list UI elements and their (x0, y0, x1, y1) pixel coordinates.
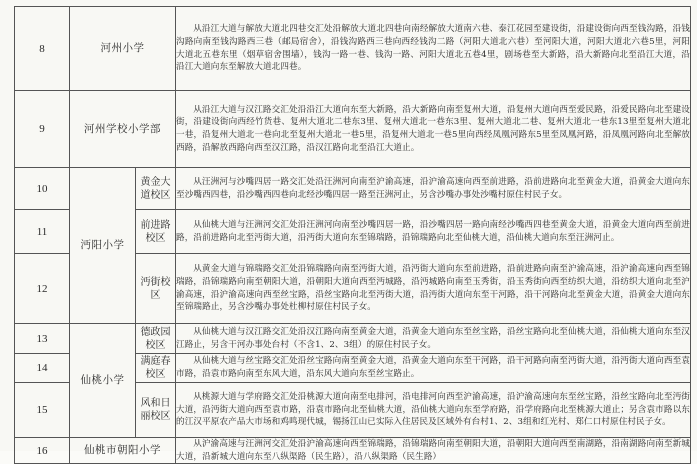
row-number: 9 (15, 91, 70, 168)
zone-description: 从仙桃大道与汪洲河交汇处沿汪洲河向南至沙嘴四居一路，沿沙嘴四居一路向南经沙嘴西四巷至黄金大道，沿黄金大道向西至前进路，沿前进路向北至沔街大道，沿沔街大道向东至锦瑞路，沿锦瑞路向北至仙桃大道，沿仙桃大道向东至汪洲河止。 (176, 210, 691, 254)
zone-description: 从沿江大道与汉江路交汇处沿沿江大道向东至大新路，沿大新路向南至复州大道，沿复州大道向西至爱民路，沿爱民路向北至建设街，沿建设街向西经竹货巷、复州大道北二巷东3里、复州大道北一巷东3里、复州大道北二巷、复州大道北一巷东13里至复州大道北一巷，沿复州大道北一巷向北至复州大道北一巷5里，沿复州大道北一巷5里向西经凤凰河路东5里至凤凰河路，沿凤凰河路向北至解放西路，沿解放西路向西至汉江路，沿汉江路向北至沿江大道止。 (176, 91, 691, 168)
row-number: 12 (15, 254, 70, 324)
row-number: 14 (15, 354, 70, 383)
row-number: 10 (15, 168, 70, 210)
school-name: 河州学校小学部 (70, 91, 176, 168)
zone-description: 从沿江大道与解放大道北四巷交汇处沿解放大道北四巷向南经解放大道南六巷、泰江花园至建设街，沿建设街向西至钱沟路，沿钱沟路向南至钱沟路西三巷（邮局宿舍），沿钱沟路西三巷向西经钱沟二路（河阳大道北六巷）至河阳大道，河阳大道北六巷5里，河阳大道北五巷东里（烟草宿舍围墙），钱沟一路一巷、钱沟一路、河阳大道北五巷4里，剧场巷至大新路，沿大新路向北至沿江大道，沿沿江大道向东至解放大道北四巷。 (176, 7, 691, 91)
school-zone-table (14, 6, 691, 464)
row-number: 11 (15, 210, 70, 254)
zone-description: 从桃源大道与学府路交汇处沿桃源大道向南至电排河，沿电排河向西至沪渝高速，沿沪渝高速向东至丝宝路，沿丝宝路向北至沔街大道，沿沔街大道向西至袁市路，沿袁市路向北至仙桃大道，沿仙桃大道向东至学府路，沿学府路向北至桃源大道止；另含袁市路以东的江汉平原农产品大市场和鸡鸣现代城，锡扬江山已实际入住居民及区域外有台村1、2、3组和红光村、郑仁口村原住村民子女。 (176, 383, 691, 438)
school-name: 河州小学 (70, 7, 176, 91)
row-number: 16 (15, 438, 70, 464)
table-row (15, 91, 691, 168)
zone-description: 从汪洲河与沙嘴四居一路交汇处沿汪洲河向南至沪渝高速，沿沪渝高速向西至前进路，沿前进路向北至黄金大道，沿黄金大道向东至沙嘴西四巷，沿沙嘴西四巷向北经沙嘴四居一路至汪洲河止，另含沙嘴办事处沙嘴村原住村民子女。 (176, 168, 691, 210)
campus-name: 黄金大道校区 (136, 168, 176, 210)
school-name: 仙桃市朝阳小学 (70, 438, 176, 464)
campus-name: 满庭春校区 (136, 354, 176, 383)
zone-description: 从仙桃大道与汉江路交汇处沿汉江路向南至黄金大道，沿黄金大道向东至丝宝路，沿丝宝路向北至仙桃大道，沿仙桃大道向东至汉江路止，另含干河办事处台村（不含1、2、3组）的原住村民子女。 (176, 324, 691, 354)
table-row (15, 324, 691, 354)
zone-description: 从黄金大道与锦瑞路交汇处沿锦瑞路向南至沔街大道，沿沔街大道向东至前进路，沿前进路向南至沪渝高速，沿沪渝高速向西至锦瑞路，沿锦瑞路向南至朝阳大道，沿朝阳大道向西至沔城路，沿沔城路向南至玉秀街，沿玉秀街向西至纺织大道，沿纺织大道向北至沪渝高速，沿沪渝高速向西至丝宝路，沿丝宝路向北至沔街大道，沿沔街大道向东至干河路，沿干河路向北至黄金大道，沿黄金大道向东至锦瑞路止，另含沙嘴办事处杜柳村原住村民子女。 (176, 254, 691, 324)
school-name: 沔阳小学 (70, 168, 136, 324)
table-row (15, 7, 691, 91)
campus-name: 风和日丽校区 (136, 383, 176, 438)
table-row (15, 168, 691, 210)
row-number: 8 (15, 7, 70, 91)
zone-description: 从仙桃大道与丝宝路交汇处沿丝宝路向南至黄金大道，沿黄金大道向东至干河路，沿干河路向南至沔街大道，沿沔街大道向西至袁市路，沿袁市路向南至东风大道，沿东风大道向东至丝宝路止。 (176, 354, 691, 383)
campus-name: 前进路校区 (136, 210, 176, 254)
zone-description: 从沪渝高速与汪洲河交汇处沿沪渝高速向西至锦瑞路，沿锦瑞路向南至朝阳大道，沿朝阳大道向西至南湖路，沿南湖路向南至新城大道，沿新城大道向东至八纵渠路（民生路），沿八纵渠路（民生路） (176, 438, 691, 464)
row-number: 15 (15, 383, 70, 438)
school-name: 仙桃小学 (70, 324, 136, 438)
campus-name: 德政园校区 (136, 324, 176, 354)
row-number: 13 (15, 324, 70, 354)
campus-name: 沔街校区 (136, 254, 176, 324)
